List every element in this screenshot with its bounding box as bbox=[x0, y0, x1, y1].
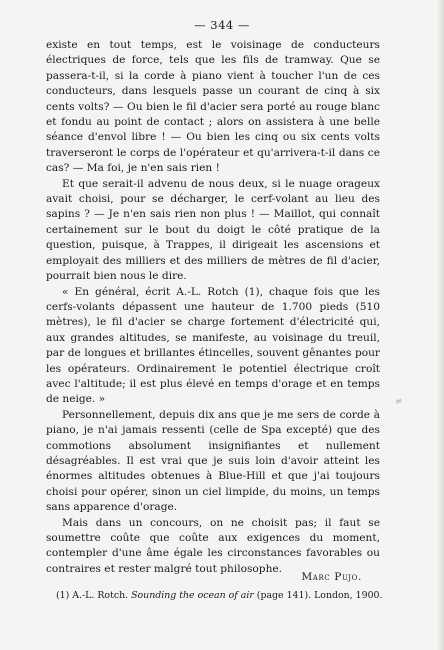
footnote-title: Sounding the ocean of air bbox=[131, 590, 254, 601]
body-text bbox=[46, 38, 380, 577]
author-signature: Marc Pujo. bbox=[301, 571, 362, 583]
paragraph: Mais dans un concours, on ne choisit pas; il faut se soumettre coûte que coûte aux exigences du moment, contempler d'une âme égale les circonstances favorables ou contraires et rester malgré tout philosophe. bbox=[46, 516, 380, 575]
paragraph: Et que serait-il advenu de nous deux, si le nuage orageux avait choisi, pour se décharger, le cerf-volant au lieu des sapins ? — Je n'en sais rien non plus ! — Maillot, qui connaît certainement sur le bout du doigt le côté pratique de la question, puisque, à Trappes, il dirigeait les ascensions et employait des milliers et des milliers de mètres de fil d'acier, pourrait bien nous le dire. bbox=[46, 177, 380, 283]
footnote-rest: (page 141). London, 1900. bbox=[256, 590, 383, 601]
paragraph: existe en tout temps, est le voisinage de conducteurs électriques de force, tels que les fils de tramway. Que se passera-t-il, si la corde à piano vient à toucher l'un de ces conducteurs, dans lesquels passe un courant de cinq à six cents volts? — Ou bien le fil d'acier sera porté au rouge blanc et fondu au point de contact ; alors on assistera à une belle séance d'envol libre ! — Ou bien les cinq ou six cents volts traverseront le corps de l'opérateur et qu'arrivera-t-il dans ce cas? — Ma foi, je n'en sais rien ! bbox=[46, 39, 380, 175]
paragraph: Personnellement, depuis dix ans que je me sers de corde à piano, je n'ai jamais ressenti (celle de Spa excepté) que des commotions absolument insignifiantes et nullement désagréables. Il est vrai que je suis loin d'avoir atteint les énormes altitudes obtenues à Blue-Hill et que j'ai toujours choisi pour opérer, sinon un ciel limpide, du moins, un temps sans apparence d'orage. bbox=[46, 408, 380, 514]
margin-mark: ≠ bbox=[395, 397, 403, 407]
page-number: — 344 — bbox=[194, 18, 250, 32]
footnote bbox=[56, 590, 386, 602]
footnote-marker: (1) A.-L. Rotch. bbox=[56, 590, 129, 601]
quote-paragraph: « En général, écrit A.-L. Rotch (1), chaque fois que les cerfs-volants dépassent une hauteur de 1.700 pieds (510 mètres), le fil d'acier se charge fortement d'électricité qui, aux grandes altitudes, se manifeste, au voisinage du treuil, par de longues et brillantes étincelles, souvent gênantes pour les opérateurs. Ordinairement le potentiel électrique croît avec l'altitude; il est plus élevé en temps d'orage et en temps de neige. » bbox=[46, 285, 380, 406]
page-edge-shadow bbox=[437, 0, 444, 650]
